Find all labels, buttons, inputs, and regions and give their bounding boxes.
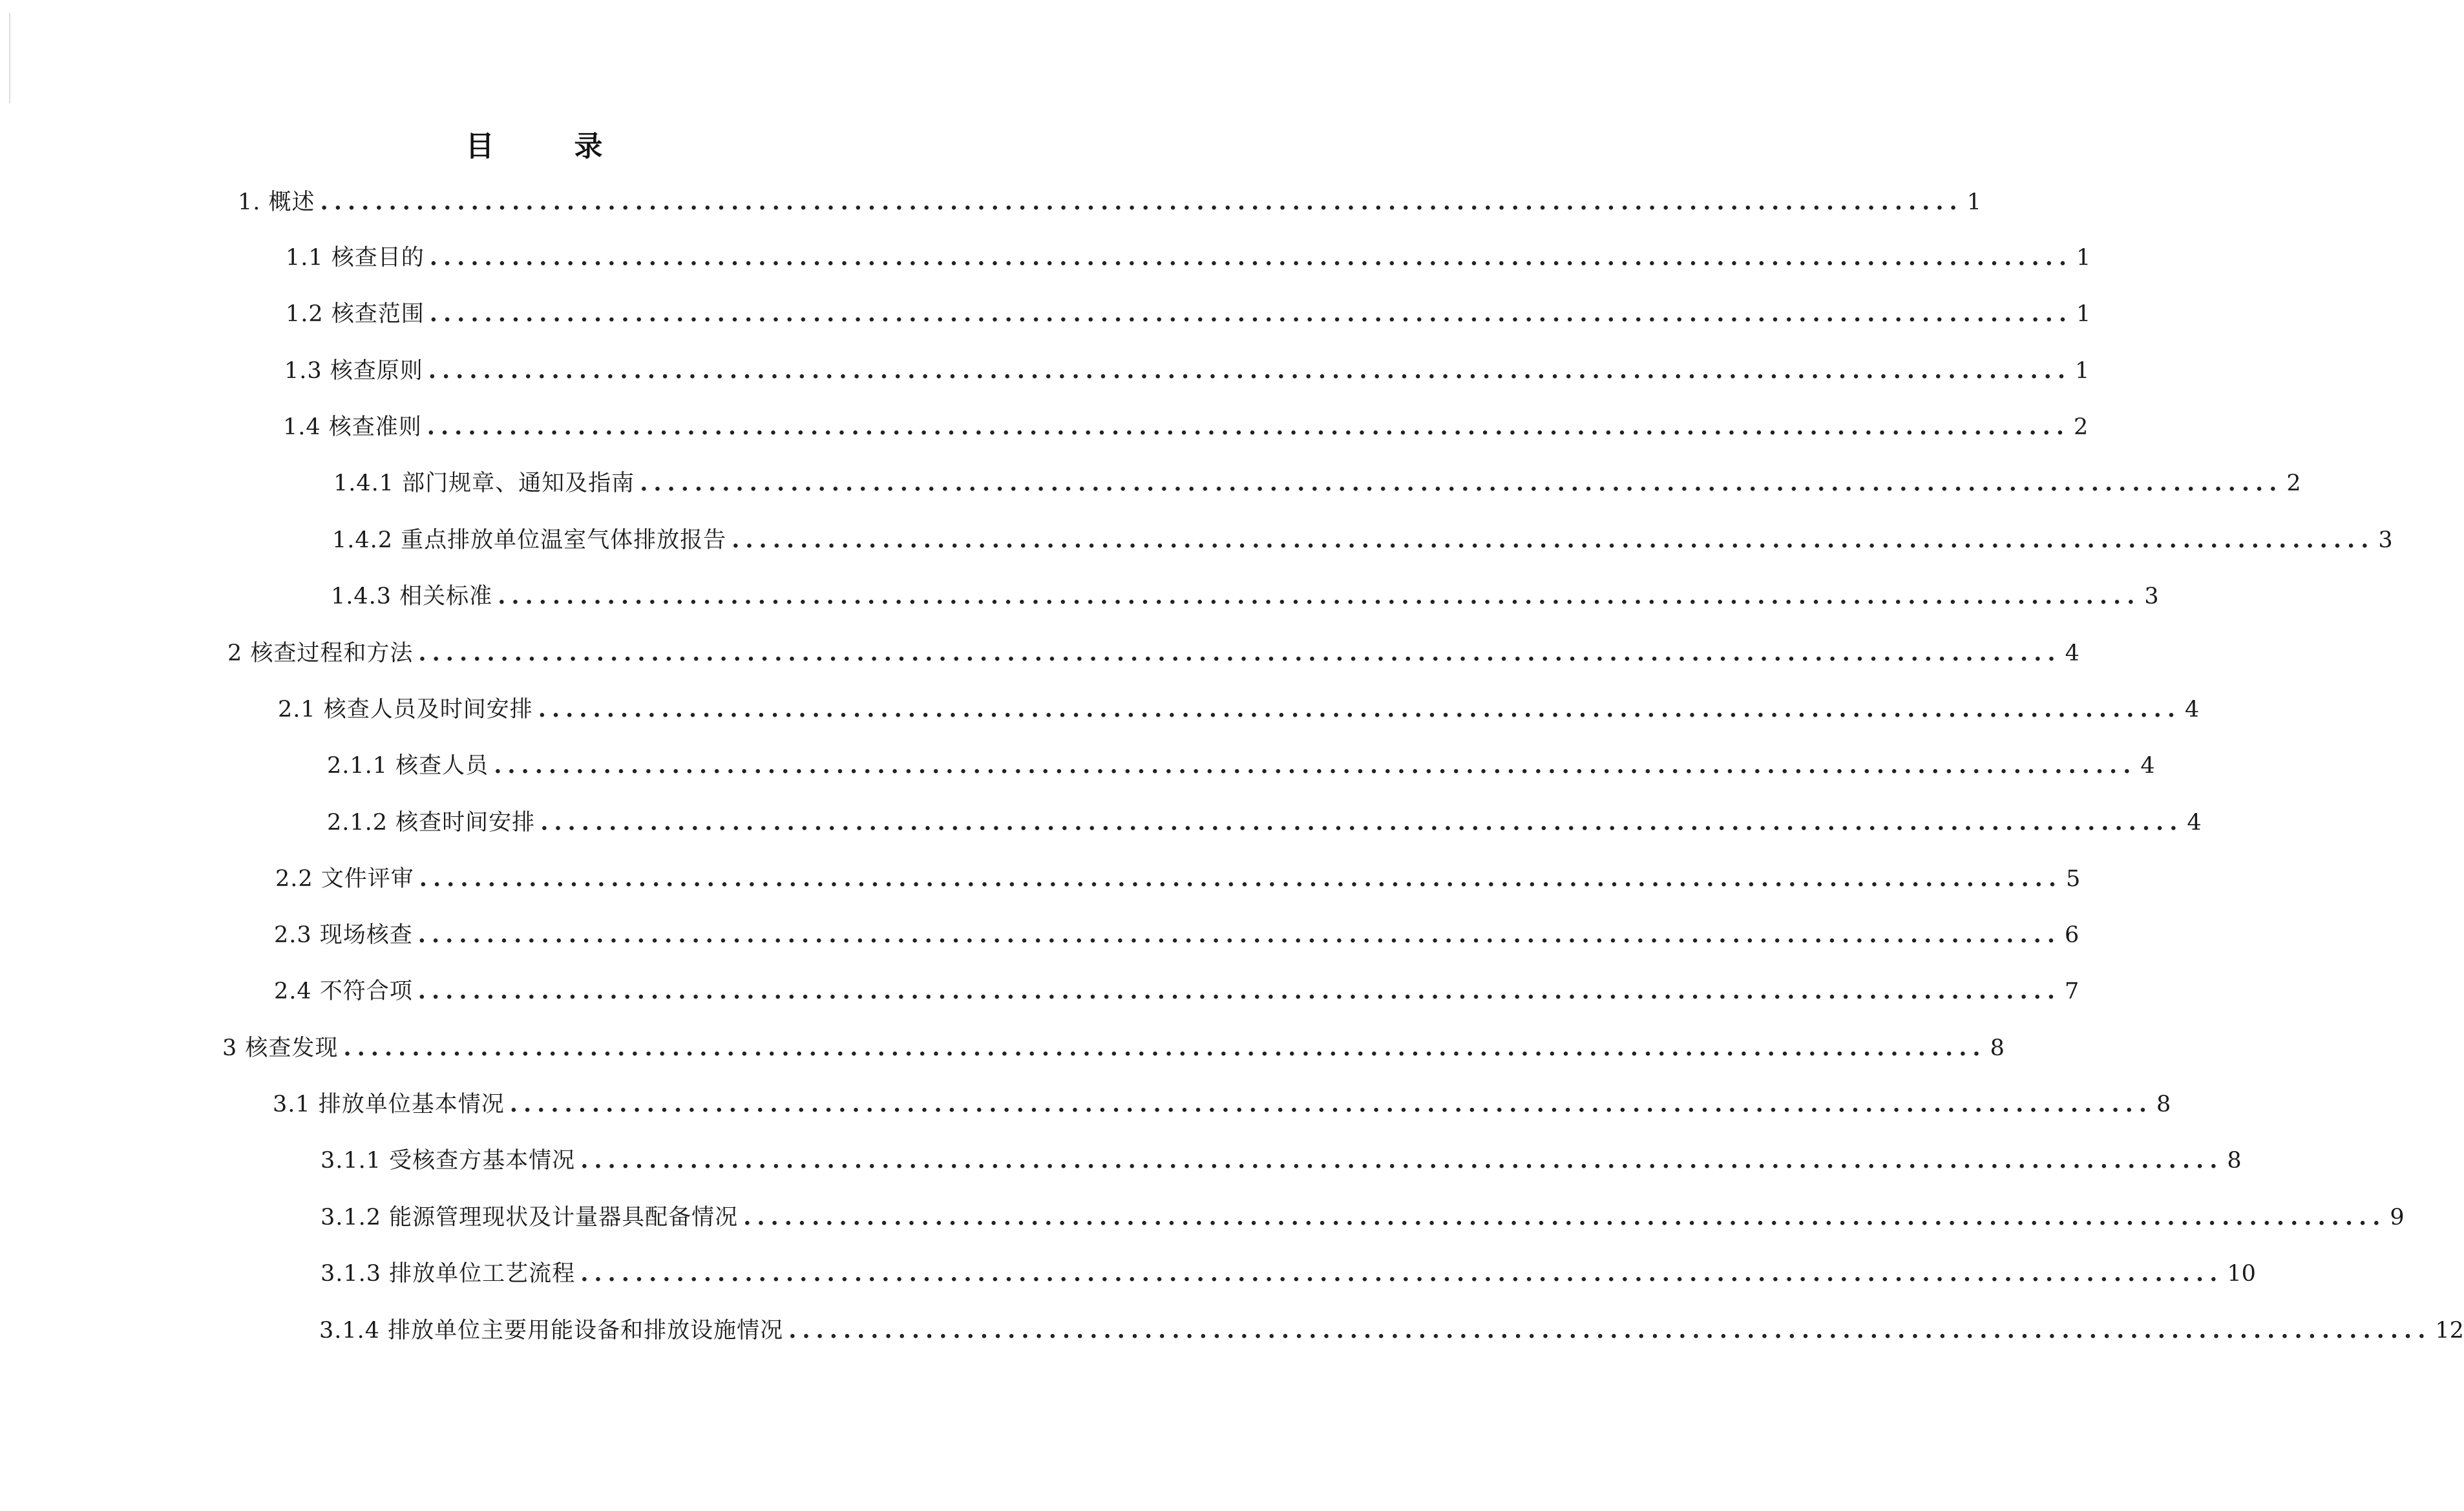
toc-entry[interactable] bbox=[286, 299, 2091, 329]
toc-leader: ........................................................................................................................ bbox=[429, 301, 2073, 327]
toc-leader: ........................................................................................................................ bbox=[428, 357, 2072, 384]
toc-entry[interactable] bbox=[283, 412, 2089, 442]
toc-entry-label: 3.1.4 排放单位主要用能设备和排放设施情况 bbox=[319, 1318, 784, 1344]
toc-entry-label: 1.2 核查范围 bbox=[286, 301, 425, 327]
toc-leader: ........................................................................................................................ bbox=[426, 414, 2070, 440]
toc-leader: ........................................................................................................................ bbox=[417, 978, 2061, 1004]
toc-entry[interactable] bbox=[274, 920, 2080, 950]
toc-entry-label: 1.3 核查原则 bbox=[284, 358, 423, 384]
toc-entry-label: 1.1 核查目的 bbox=[286, 245, 425, 271]
toc-entry[interactable] bbox=[286, 243, 2091, 273]
toc-page-number: 4 bbox=[2185, 697, 2200, 723]
toc-leader: ........................................................................................................................ bbox=[538, 696, 2182, 723]
toc-title: 目 录 bbox=[465, 130, 629, 163]
toc-entry[interactable] bbox=[238, 187, 1982, 217]
toc-page-number: 3 bbox=[2144, 584, 2159, 609]
toc-entry[interactable] bbox=[327, 808, 2202, 838]
toc-page-number: 3 bbox=[2378, 527, 2393, 553]
toc-page-number: 8 bbox=[2156, 1092, 2171, 1117]
toc-entry[interactable] bbox=[321, 1259, 2256, 1289]
toc-page-number: 4 bbox=[2065, 640, 2080, 666]
toc-page-number: 6 bbox=[2065, 922, 2080, 948]
toc-entry-label: 2.1.1 核查人员 bbox=[327, 753, 489, 779]
toc-leader: ........................................................................................................................ bbox=[419, 865, 2063, 892]
toc-entry-label: 1.4.1 部门规章、通知及指南 bbox=[333, 470, 635, 496]
toc-leader: ........................................................................................................................ bbox=[417, 922, 2061, 948]
toc-leader: ........................................................................................................................ bbox=[580, 1147, 2224, 1174]
toc-page-number: 12 bbox=[2435, 1318, 2464, 1344]
toc-entry[interactable] bbox=[327, 751, 2155, 781]
toc-page-number: 9 bbox=[2390, 1205, 2405, 1231]
toc-entry[interactable] bbox=[321, 1203, 2405, 1232]
toc-entry-label: 1.4 核查准则 bbox=[283, 414, 422, 440]
toc-leader: ........................................................................................................................ bbox=[494, 752, 2137, 779]
toc-leader: ........................................................................................................................ bbox=[418, 640, 2061, 666]
toc-leader: ........................................................................................................................ bbox=[732, 527, 2375, 553]
toc-entry[interactable] bbox=[333, 469, 2301, 498]
toc-page-number: 4 bbox=[2187, 810, 2202, 836]
toc-entry[interactable] bbox=[222, 1033, 2005, 1063]
toc-leader: ........................................................................................................................ bbox=[498, 583, 2141, 609]
toc-entry[interactable] bbox=[331, 582, 2159, 611]
toc-leader: ........................................................................................................................ bbox=[788, 1317, 2432, 1344]
toc-entry[interactable] bbox=[227, 639, 2080, 668]
toc-page-number: 1 bbox=[1966, 189, 1982, 215]
toc-entry-label: 1.4.3 相关标准 bbox=[331, 584, 493, 609]
toc-leader: ........................................................................................................................ bbox=[640, 470, 2283, 496]
toc-entry-label: 3.1.2 能源管理现状及计量器具配备情况 bbox=[321, 1205, 739, 1231]
toc-page-number: 2 bbox=[2074, 414, 2089, 440]
toc-page-number: 1 bbox=[2076, 245, 2091, 271]
toc-entry-label: 3.1.1 受核查方基本情况 bbox=[321, 1148, 576, 1174]
toc-entry[interactable] bbox=[278, 695, 2200, 724]
toc-entry-label: 3 核查发现 bbox=[222, 1035, 339, 1061]
toc-page-number: 8 bbox=[1990, 1035, 2005, 1061]
toc-leader: ........................................................................................................................ bbox=[540, 809, 2184, 836]
toc-entry-label: 3.1.3 排放单位工艺流程 bbox=[321, 1261, 576, 1287]
toc-page-number: 7 bbox=[2065, 978, 2080, 1004]
toc-page-number: 5 bbox=[2066, 866, 2081, 892]
toc-leader: ........................................................................................................................ bbox=[509, 1091, 2153, 1117]
toc-leader: ........................................................................................................................ bbox=[429, 244, 2073, 271]
toc-leader: ........................................................................................................................ bbox=[743, 1204, 2386, 1231]
toc-entry[interactable] bbox=[319, 1316, 2464, 1346]
toc-page-number: 2 bbox=[2286, 470, 2301, 496]
toc-page-number: 1 bbox=[2075, 358, 2090, 384]
toc-entry-label: 2.2 文件评审 bbox=[275, 866, 414, 892]
toc-entry[interactable] bbox=[284, 356, 2090, 386]
toc-entry-label: 2.1 核查人员及时间安排 bbox=[278, 697, 533, 723]
toc-entry-label: 2.3 现场核查 bbox=[274, 922, 413, 948]
toc-entry-label: 3.1 排放单位基本情况 bbox=[273, 1092, 505, 1117]
toc-leader: ........................................................................................................................ bbox=[343, 1035, 1986, 1061]
toc-entry-label: 2.1.2 核查时间安排 bbox=[327, 810, 536, 836]
scan-edge-mark bbox=[9, 13, 10, 103]
toc-entry[interactable] bbox=[321, 1146, 2242, 1176]
toc-entry-label: 1.4.2 重点排放单位温室气体排放报告 bbox=[332, 527, 727, 553]
toc-entry[interactable] bbox=[332, 525, 2393, 555]
toc-page-number: 4 bbox=[2140, 753, 2155, 779]
toc-leader: ........................................................................................................................ bbox=[320, 189, 1963, 215]
toc-entry[interactable] bbox=[274, 977, 2080, 1006]
toc-entry[interactable] bbox=[275, 864, 2081, 894]
toc-page-number: 8 bbox=[2227, 1148, 2242, 1174]
toc-entry-label: 2.4 不符合项 bbox=[274, 978, 413, 1004]
toc-page-number: 10 bbox=[2227, 1261, 2256, 1287]
toc-leader: ........................................................................................................................ bbox=[580, 1260, 2224, 1287]
toc-page-number: 1 bbox=[2076, 301, 2091, 327]
toc-entry[interactable] bbox=[273, 1090, 2171, 1119]
toc-entry-label: 1. 概述 bbox=[238, 189, 315, 215]
toc-entry-label: 2 核查过程和方法 bbox=[227, 640, 414, 666]
